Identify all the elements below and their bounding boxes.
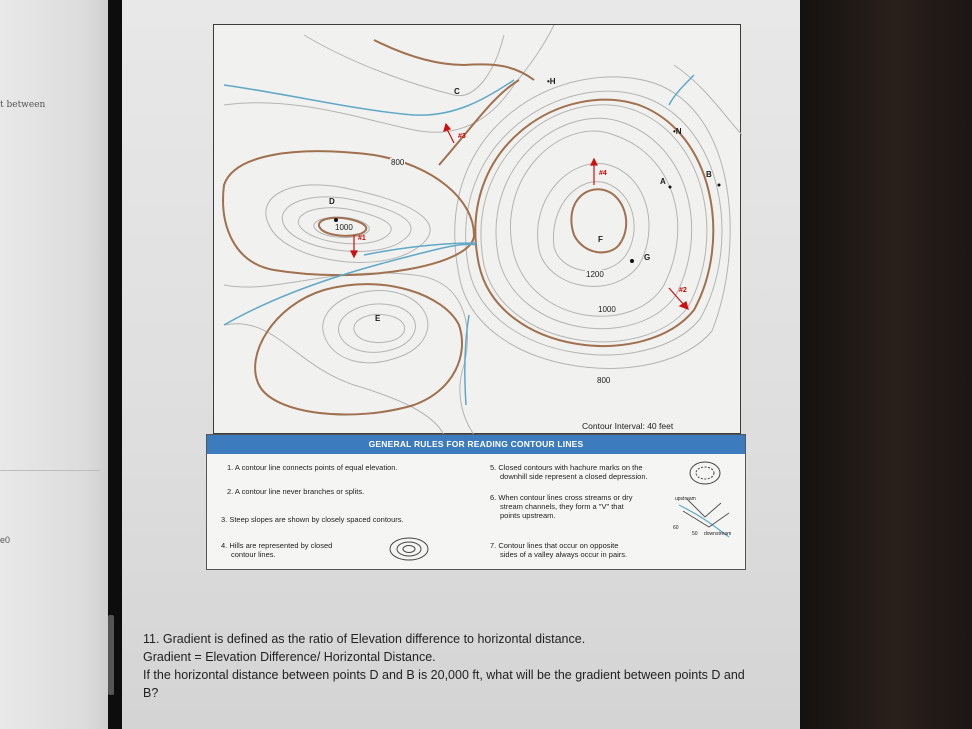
left-page-text-fragment: t between	[0, 100, 46, 110]
point-e-label: E	[375, 314, 381, 323]
rule-6-line-3: points upstream.	[500, 511, 556, 520]
index-contour	[439, 80, 519, 165]
hill-closed-contour-icon	[387, 535, 431, 563]
contour-line	[481, 105, 707, 342]
elevation-label-800: 800	[391, 158, 405, 167]
contour-line	[339, 304, 416, 352]
index-contour	[255, 284, 462, 414]
point-a-label: A	[660, 177, 666, 186]
rule-7	[490, 541, 627, 559]
depression-hachure-icon	[687, 459, 723, 487]
downstream-label: downstream	[704, 531, 732, 537]
hachure-label-1: #1	[358, 235, 366, 242]
elevation-label-1000: 1000	[598, 305, 616, 314]
rule-2: 2. A contour line never branches or splits.	[227, 487, 365, 496]
question-line-4: B?	[143, 686, 159, 700]
bezel-highlight	[108, 615, 114, 695]
hachure-arrow-3-head	[444, 124, 450, 131]
hachure-label-3: #3	[458, 133, 466, 140]
topographic-map-figure	[206, 24, 746, 570]
point-d-dot	[334, 218, 338, 222]
rule-3: 3. Steep slopes are shown by closely spaced contours.	[221, 515, 404, 524]
rule-6-line-2: stream channels, they form a "V" that	[500, 502, 624, 511]
hachure-arrow-2-head	[680, 302, 688, 309]
rule-4-line-1: 4. Hills are represented by closed	[221, 541, 333, 550]
background-surface	[800, 0, 972, 729]
elevation-label-1200: 1200	[586, 270, 604, 279]
rule-5-line-2: downhill side represent a closed depression.	[500, 472, 648, 481]
point-a-dot	[669, 186, 672, 189]
contour-rules-panel	[206, 434, 746, 570]
index-contour	[223, 151, 474, 275]
rule-4-line-2: contour lines.	[231, 550, 276, 559]
contour-50-label: 50	[692, 531, 698, 537]
elevation-label-1000: 1000	[335, 223, 353, 232]
contour-map-drawing	[214, 25, 742, 435]
rule-1: 1. A contour line connects points of equal elevation.	[227, 463, 398, 472]
left-page-edge	[0, 0, 108, 729]
left-page-number-fragment: e0	[0, 535, 11, 545]
contour-interval-label: Contour Interval: 40 feet	[582, 421, 674, 431]
rule-7-line-2: sides of a valley always occur in pairs.	[500, 550, 628, 559]
stream-line	[224, 80, 514, 115]
contour-line	[496, 118, 692, 328]
hachure-arrow-4-head	[591, 159, 597, 165]
hachure-label-4: #4	[599, 170, 607, 177]
contour-line	[224, 273, 474, 435]
rule-5	[490, 463, 648, 481]
rule-5-line-1: 5. Closed contours with hachure marks on the	[490, 463, 643, 472]
rule-6-line-1: 6. When contour lines cross streams or dry	[490, 493, 633, 502]
point-b-dot	[718, 184, 721, 187]
point-g-label: G	[644, 253, 651, 262]
device-bezel	[108, 0, 122, 729]
stream-line	[465, 315, 469, 405]
contour-line	[224, 25, 554, 132]
point-b-label: B	[706, 170, 712, 179]
point-n-label: •N	[673, 127, 682, 136]
point-g-dot	[630, 259, 634, 263]
contour-line	[553, 182, 634, 271]
rule-7-line-1: 7. Contour lines that occur on opposite	[490, 541, 619, 550]
question-11	[143, 630, 783, 702]
point-h-label: •H	[547, 77, 556, 86]
point-d-label: D	[329, 197, 335, 206]
upstream-label: upstream	[675, 496, 696, 502]
rule-6	[490, 493, 633, 520]
contour-60-label: 60	[673, 525, 679, 531]
rules-title: GENERAL RULES FOR READING CONTOUR LINES	[207, 435, 745, 454]
index-contour	[374, 40, 534, 80]
left-page-divider	[0, 470, 100, 471]
question-line-3: If the horizontal distance between points D and B is 20,000 ft, what will be the gradient between points D and	[143, 668, 745, 682]
contour-map	[213, 24, 741, 434]
stream-line	[669, 75, 694, 105]
elevation-label-800: 800	[597, 376, 611, 385]
hachure-label-2: #2	[679, 287, 687, 294]
hachure-arrow-1-head	[351, 251, 357, 257]
point-c-label: C	[454, 87, 460, 96]
question-line-1: 11. Gradient is defined as the ratio of Elevation difference to horizontal distance.	[143, 632, 586, 646]
point-f-label: F	[598, 235, 603, 244]
question-line-2: Gradient = Elevation Difference/ Horizontal Distance.	[143, 650, 436, 664]
rule-4	[221, 541, 332, 559]
